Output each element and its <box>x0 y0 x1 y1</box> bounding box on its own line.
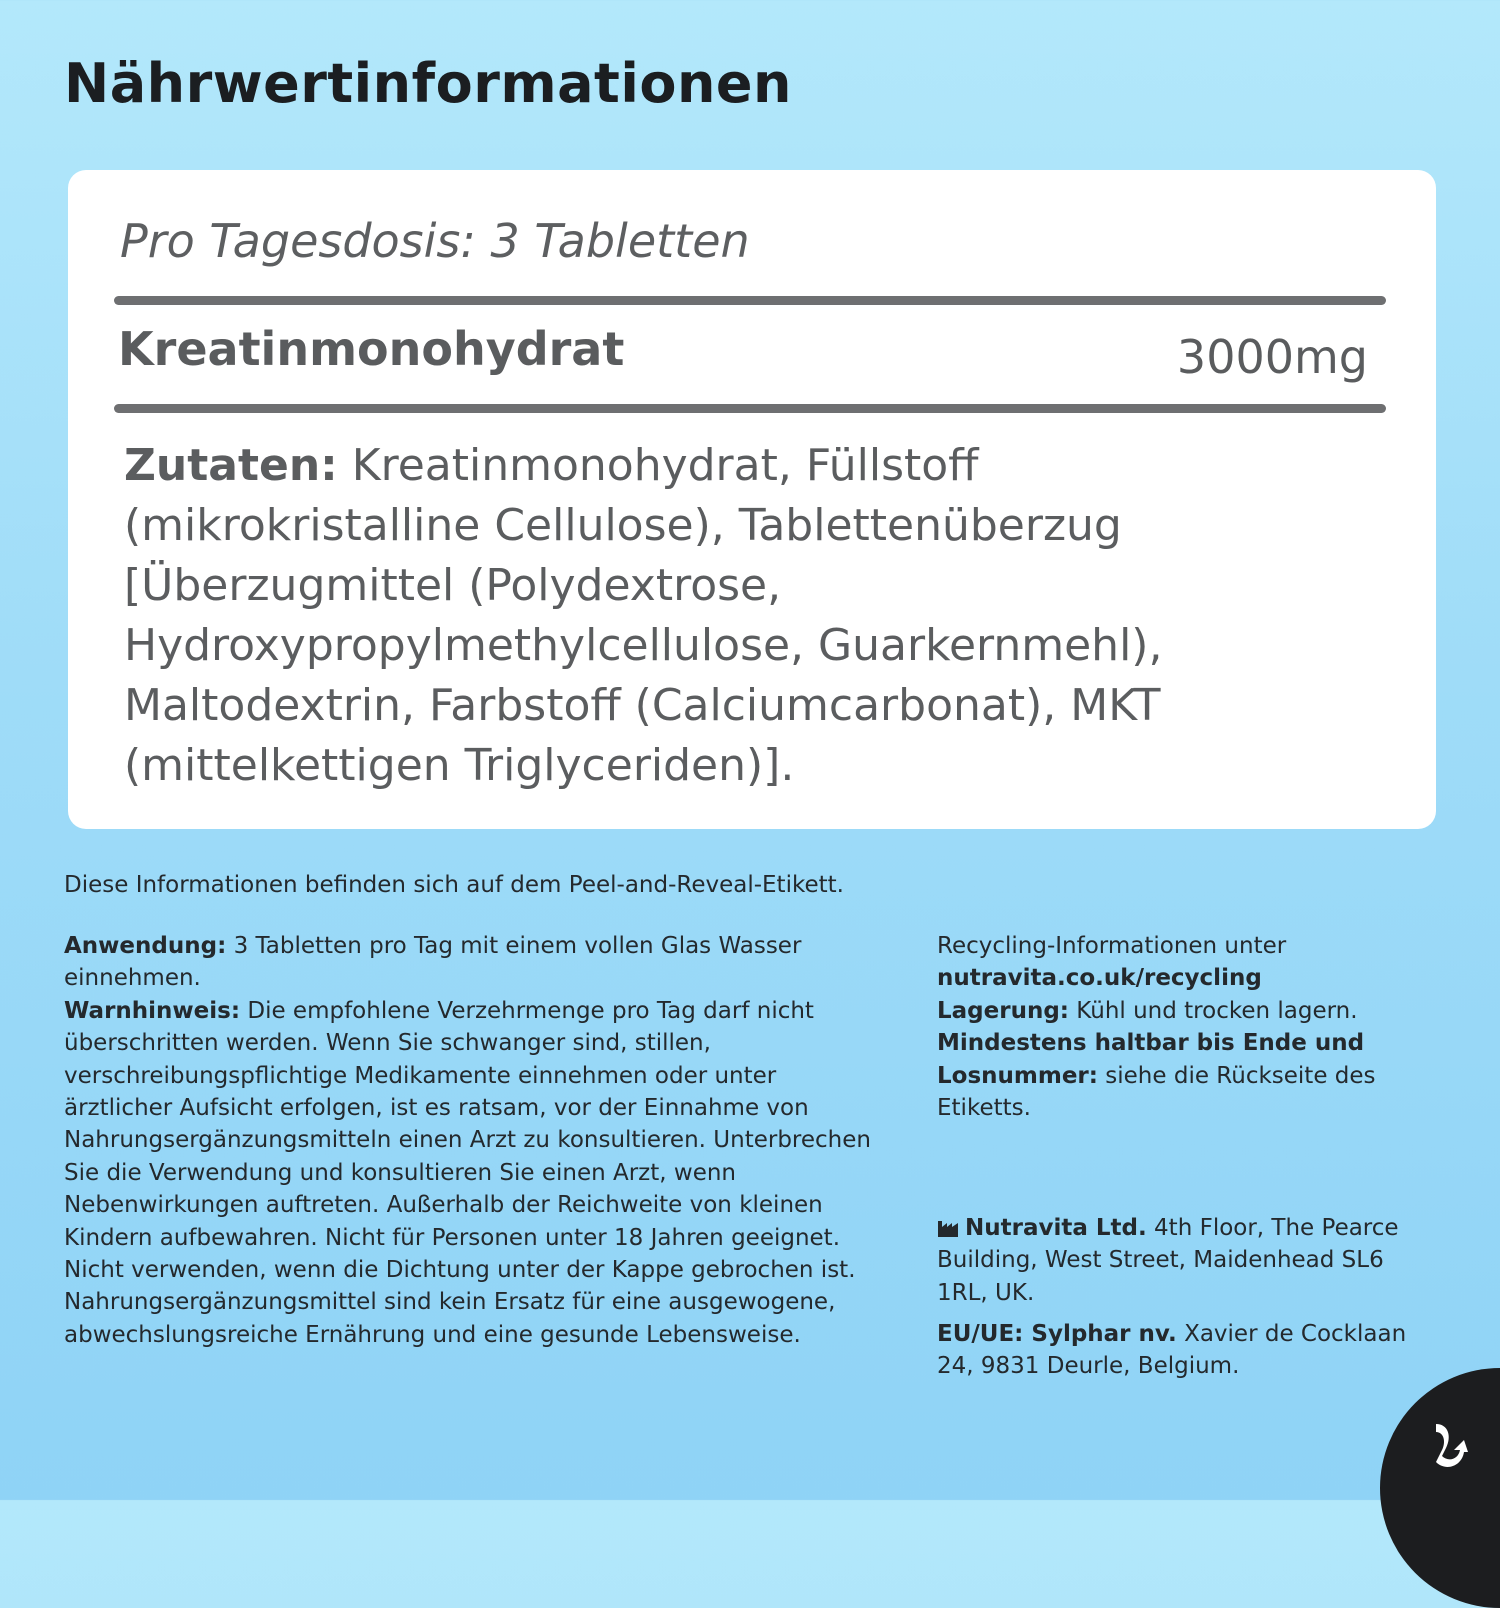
manufacturer-address <box>937 1212 1407 1309</box>
ingredient-name: Kreatinmonohydrat <box>118 322 625 376</box>
usage-text: 3 Tabletten pro Tag mit einem vollen Glas Wasser einnehmen. <box>64 933 802 992</box>
serving-size: Pro Tagesdosis: 3 Tabletten <box>120 214 750 268</box>
manufacturer-address-text: 4th Floor, The Pearce Building, West Street, Maidenhead SL6 1RL, UK. <box>937 1215 1399 1306</box>
eu-representative <box>937 1318 1407 1383</box>
ingredients-list <box>124 436 1334 796</box>
eu-label: EU/UE: Sylphar nv. <box>937 1321 1177 1347</box>
ingredients-text: Kreatinmonohydrat, Füllstoff (mikrokristalline Cellulose), Tablettenüberzug [Überzugmittel (Polydextrose, Hydroxypropylmethylcellulose, Guarkernmehl), Maltodextrin, Farbstoff (Calciumcarbonat), MKT (mittelkettigen Triglyceriden)]. <box>124 440 1163 791</box>
recycling-url[interactable]: nutravita.co.uk/recycling <box>937 965 1262 992</box>
bbe-label: Mindestens haltbar bis Ende und Losnummer: <box>937 1030 1365 1089</box>
storage-text: Kühl und trocken lagern. <box>1069 997 1358 1024</box>
bbe-text: siehe die Rückseite des Etiketts. <box>937 1062 1376 1122</box>
usage-warning-block <box>64 930 884 1351</box>
nutrition-card <box>68 170 1436 829</box>
page-title: Nährwertinformationen <box>64 52 792 115</box>
divider-top <box>114 296 1386 305</box>
brand-badge <box>1380 1368 1500 1608</box>
usage-label: Anwendung: <box>64 933 227 959</box>
eu-address: Xavier de Cocklaan 24, 9831 Deurle, Belgium. <box>937 1321 1407 1380</box>
warning-label: Warnhinweis: <box>64 997 241 1024</box>
label-note: Diese Informationen befinden sich auf dem Peel-and-Reveal-Etikett. <box>64 872 844 898</box>
storage-label: Lagerung: <box>937 997 1069 1024</box>
recycling-text: Recycling-Informationen unter <box>937 933 1287 959</box>
factory-icon <box>937 1217 959 1237</box>
ingredient-amount: 3000mg <box>1176 330 1368 384</box>
manufacturer-name: Nutravita Ltd. <box>965 1215 1147 1241</box>
warning-text: Die empfohlene Verzehrmenge pro Tag darf nicht überschritten werden. Wenn Sie schwanger sind, stillen, verschreibungspflichtige Medikamente einnehmen oder unter ärztlicher Aufsicht erfolgen, ist es ratsam, vor der Einnahme von Nahrungsergänzungsmitteln einen Arzt zu konsultieren. Unterbrechen Sie die Verwendung und konsultieren Sie einen Arzt, wenn Nebenwirkungen auftreten. Außerhalb der Reichweite von kleinen Kindern aufbewahren. Nicht für Personen unter 18 Jahren geeignet. Nicht verwenden, wenn die Dichtung unter der Kappe gebrochen ist. Nahrungsergänzungsmittel sind kein Ersatz für eine ausgewogene, abwechslungsreiche Ernährung und eine gesunde Lebensweise. <box>64 997 871 1348</box>
ingredients-label: Zutaten: <box>124 440 338 491</box>
divider-bottom <box>114 404 1386 413</box>
nutravita-logo-icon <box>1428 1420 1470 1474</box>
recycling-storage-block <box>937 930 1407 1124</box>
info-column <box>937 930 1407 1380</box>
